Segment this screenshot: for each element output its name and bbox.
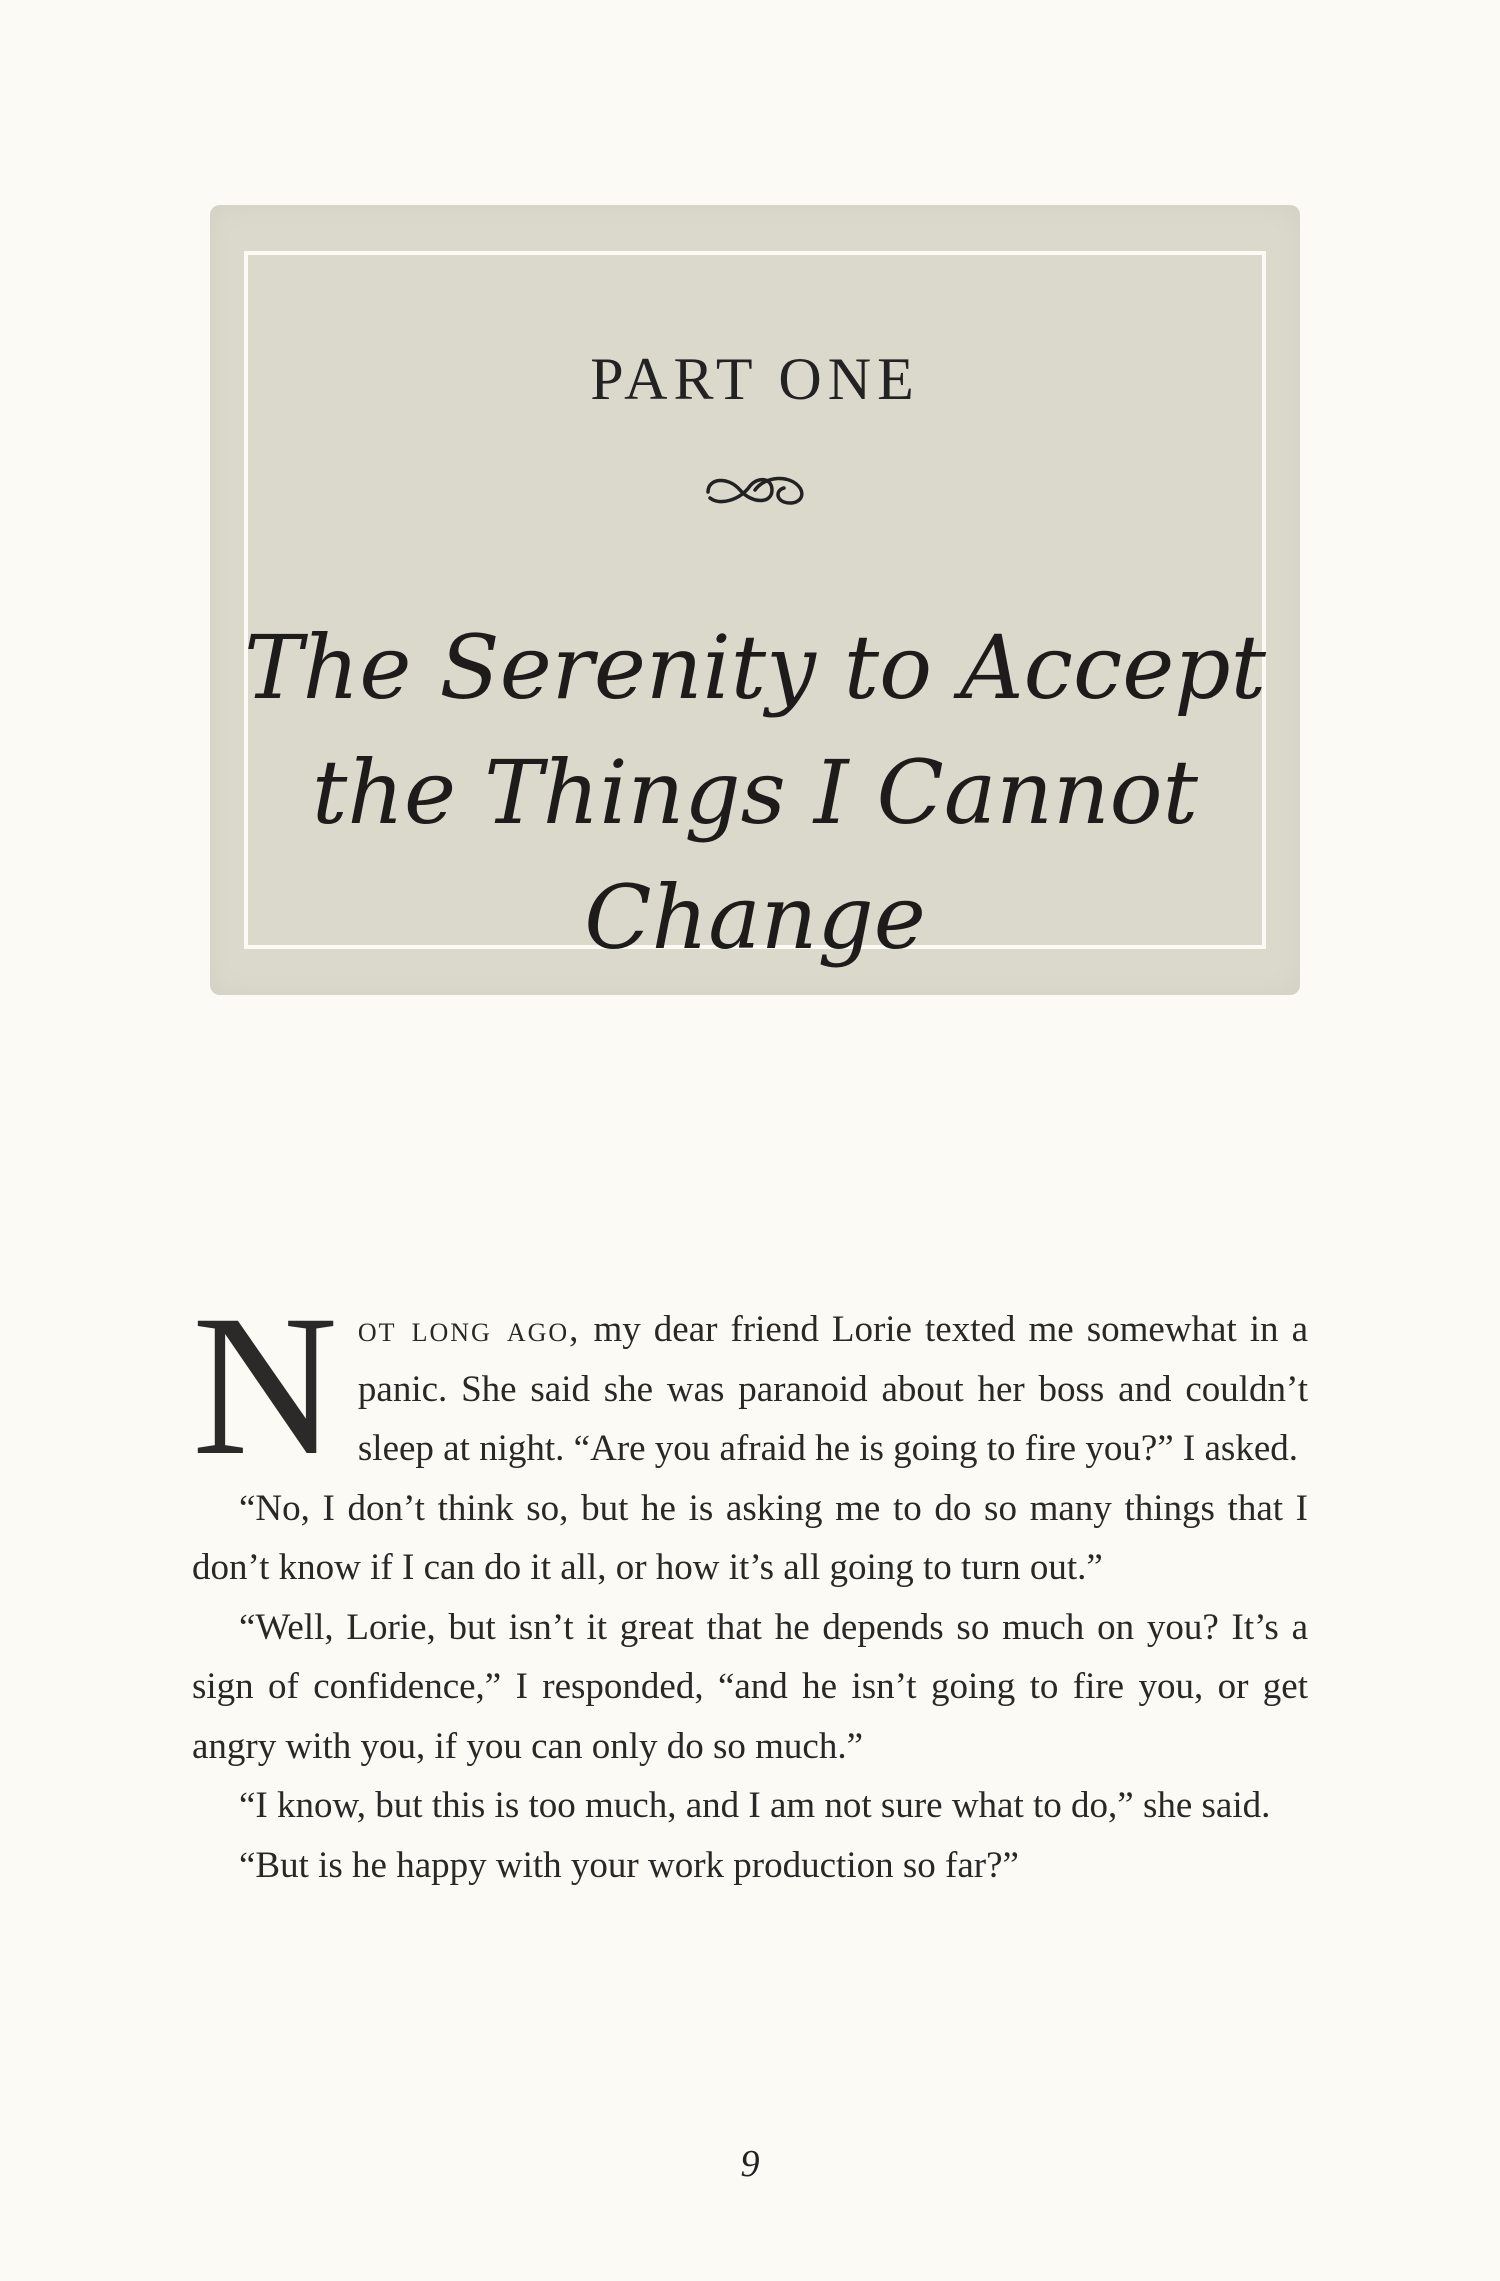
opening-paragraph <box>192 1273 1309 1497</box>
page-number: 9 <box>740 2143 760 2185</box>
chapter-title <box>210 605 1300 980</box>
part-label: PART ONE <box>590 346 920 412</box>
opening-smallcaps: ot long ago, <box>357 1309 581 1350</box>
paragraph: “I know, but this is too much, and I am not sure what to do,” she said. <box>239 1785 1271 1826</box>
part-banner <box>210 205 1300 995</box>
paragraph: “But is he happy with your work production so far?” <box>239 1844 1019 1886</box>
opening-text: my dear friend Lorie texted me somewhat in a panic. She said she was paranoid about her boss and couldn’t sleep at night. “Are you afraid he is going to fire you?” I asked. <box>357 1309 1309 1469</box>
chapter-title-line-2: the Things I Cannot Change <box>312 741 1198 969</box>
body-text <box>192 1273 1309 1895</box>
chapter-title-line-1: The Serenity to Accept <box>243 616 1266 719</box>
paragraph: “Well, Lorie, but isn’t it great that he depends so much on you? It’s a sign of confidence,” I responded, “and he isn’t going to fire you, or get angry with you, if you can only do so much.” <box>192 1606 1308 1767</box>
infinity-flourish-icon <box>700 470 810 510</box>
paragraph: “No, I don’t think so, but he is asking me to do so many things that I don’t know if I can do it all, or how it’s all going to turn out.” <box>192 1487 1308 1588</box>
drop-cap: N <box>192 1273 338 1497</box>
